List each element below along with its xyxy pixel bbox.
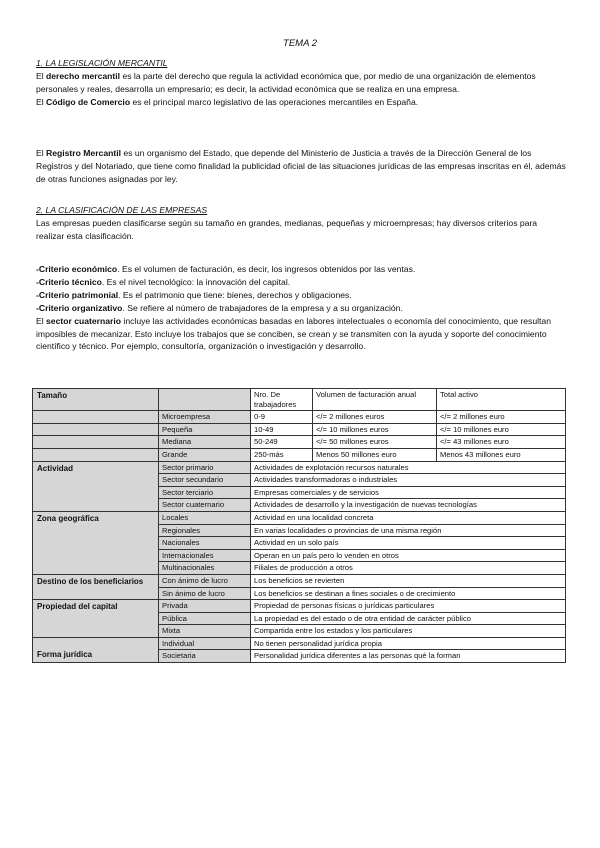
- size-assets: </= 43 millones euro: [437, 436, 566, 449]
- category-legal: Forma jurídica: [33, 637, 159, 662]
- quaternary-prefix: El: [36, 315, 47, 326]
- activity-sector: Sector terciario: [159, 486, 251, 499]
- category-activity: Actividad: [33, 461, 159, 511]
- section2-heading: 2. LA CLASIFICACIÓN DE LAS EMPRESAS: [36, 205, 208, 215]
- p2-prefix: El: [36, 96, 47, 107]
- table-row: [33, 436, 566, 449]
- zone-description: Actividad en un solo país: [251, 537, 566, 550]
- activity-sector: Sector cuaternario: [159, 499, 251, 512]
- classification-table: [32, 388, 566, 663]
- header-total-assets: Total activo: [437, 389, 566, 411]
- category-profit: Destino de los beneficiarios: [33, 574, 159, 599]
- zone-description: Filiales de producción a otros: [251, 562, 566, 575]
- term-codigo-comercio: Código de Comercio: [46, 96, 131, 107]
- table-row: [33, 448, 566, 461]
- legal-description: Personalidad jurídica diferentes a las personas qué la forman: [251, 650, 566, 663]
- table-row: [33, 637, 566, 650]
- activity-description: Actividades de desarrollo y la investigación de nuevas tecnologías: [251, 499, 566, 512]
- table-cell: [33, 411, 159, 424]
- size-turnover: Menos 50 millones euro: [313, 448, 437, 461]
- zone-type: Nacionales: [159, 537, 251, 550]
- activity-description: Actividades de explotación recursos naturales: [251, 461, 566, 474]
- category-size: Tamaño: [33, 389, 159, 411]
- activity-description: Empresas comerciales y de servicios: [251, 486, 566, 499]
- size-name: Microempresa: [159, 411, 251, 424]
- p3-prefix: El: [36, 148, 47, 158]
- header-turnover: Volumen de facturación anual: [313, 389, 437, 411]
- section1-block: [36, 57, 566, 109]
- zone-description: En varias localidades o provincias de una misma región: [251, 524, 566, 537]
- size-name: Pequeña: [159, 423, 251, 436]
- size-assets: </= 2 millones euro: [437, 411, 566, 424]
- profit-description: Los beneficios se destinan a fines sociales o de crecimiento: [251, 587, 566, 600]
- category-ownership: Propiedad del capital: [33, 600, 159, 638]
- criterion-patrimonial-label: -Criterio patrimonial: [36, 289, 119, 300]
- size-turnover: </= 10 millones euros: [313, 423, 437, 436]
- size-turnover: </= 50 millones euros: [313, 436, 437, 449]
- term-sector-cuaternario: sector cuaternario: [46, 315, 122, 326]
- table-cell: [33, 448, 159, 461]
- criterion-organizativo-label: -Criterio organizativo: [36, 302, 123, 313]
- criterion-tecnico-text: . Es el nivel tecnológico: la innovación del capital.: [101, 276, 291, 287]
- p3-text: es un organismo del Estado, que depende del Ministerio de Justicia a través de la Dirección General de los Registros y del Notariado, que tiene como finalidad la publicidad oficial de las situaciones jurídicas de las empresas inscritas en él, además de otras funciones asignadas por ley.: [36, 148, 566, 184]
- zone-description: Operan en un país pero lo venden en otros: [251, 549, 566, 562]
- legal-type: Individual: [159, 637, 251, 650]
- legal-description: No tienen personalidad jurídica propia: [251, 637, 566, 650]
- size-workers: 10-49: [251, 423, 313, 436]
- table-row: [33, 511, 566, 524]
- criterion-tecnico-label: -Criterio técnico: [36, 276, 102, 287]
- table-row: [33, 574, 566, 587]
- profit-type: Sin ánimo de lucro: [159, 587, 251, 600]
- table-row: [33, 423, 566, 436]
- registro-paragraph: [36, 147, 566, 186]
- section2-intro: Las empresas pueden clasificarse según su tamaño en grandes, medianas, pequeñas y microempresas; hay diversos criterios para realizar esta clasificación.: [36, 217, 538, 241]
- table-row: [33, 600, 566, 613]
- zone-type: Multinacionales: [159, 562, 251, 575]
- criterion-economico-text: . Es el volumen de facturación, es decir, los ingresos obtenidos por las ventas.: [117, 264, 416, 274]
- size-assets: </= 10 millones euro: [437, 423, 566, 436]
- zone-description: Actividad en una localidad concreta: [251, 511, 566, 524]
- term-derecho-mercantil: derecho mercantil: [46, 70, 121, 81]
- ownership-description: La propiedad es del estado o de otra entidad de carácter público: [251, 612, 566, 625]
- size-workers: 250-más: [251, 448, 313, 461]
- section2-block: [36, 204, 566, 243]
- table-cell: [159, 389, 251, 411]
- p2-text: es el principal marco legislativo de las operaciones mercantiles en España.: [130, 96, 419, 107]
- size-workers: 0-9: [251, 411, 313, 424]
- criterion-economico-label: -Criterio económico: [36, 264, 118, 274]
- ownership-type: Pública: [159, 612, 251, 625]
- criterion-organizativo-text: . Se refiere al número de trabajadores de la empresa y a su organización.: [122, 302, 403, 313]
- ownership-description: Compartida entre los estados y los particulares: [251, 625, 566, 638]
- criterion-patrimonial-text: . Es el patrimonio que tiene: bienes, derechos y obligaciones.: [118, 289, 352, 300]
- zone-type: Internacionales: [159, 549, 251, 562]
- profit-type: Con ánimo de lucro: [159, 574, 251, 587]
- ownership-type: Mixta: [159, 625, 251, 638]
- criteria-block: [36, 263, 566, 353]
- size-name: Grande: [159, 448, 251, 461]
- category-zone: Zona geográfica: [33, 511, 159, 574]
- size-name: Mediana: [159, 436, 251, 449]
- quaternary-text: incluye las actividades económicas basadas en labores intelectuales o economía del conocimiento, que resultan imposibles de mecanizar. Esto incluye los trabajos que se conciben, se crean y se transmiten con la ayuda y soporte del conocimiento científico y técnico. Por ejemplo, consultoría, organización o investigación y desarrollo.: [36, 315, 551, 352]
- profit-description: Los beneficios se revierten: [251, 574, 566, 587]
- zone-type: Locales: [159, 511, 251, 524]
- p1-prefix: El: [36, 70, 47, 81]
- table-row: [33, 389, 566, 411]
- table-row: [33, 461, 566, 474]
- section1-heading: 1. LA LEGISLACIÓN MERCANTIL: [36, 58, 168, 68]
- activity-sector: Sector secundario: [159, 474, 251, 487]
- size-assets: Menos 43 millones euro: [437, 448, 566, 461]
- ownership-type: Privada: [159, 600, 251, 613]
- ownership-description: Propiedad de personas físicas o jurídicas particulares: [251, 600, 566, 613]
- table-cell: [33, 436, 159, 449]
- size-workers: 50-249: [251, 436, 313, 449]
- p1-text: es la parte del derecho que regula la actividad económica que, por medio de una organización de elementos personales y reales, desarrolla un empresario; es decir, la actividad económica que se realiza en una empresa.: [36, 70, 536, 94]
- zone-type: Regionales: [159, 524, 251, 537]
- table-cell: [33, 423, 159, 436]
- header-workers: Nro. De trabajadores: [251, 389, 313, 411]
- activity-sector: Sector primario: [159, 461, 251, 474]
- page-title: TEMA 2: [283, 38, 317, 49]
- term-registro-mercantil: Registro Mercantil: [46, 148, 122, 158]
- size-turnover: </= 2 millones euros: [313, 411, 437, 424]
- table-row: [33, 411, 566, 424]
- legal-type: Societaria: [159, 650, 251, 663]
- activity-description: Actividades transformadoras o industriales: [251, 474, 566, 487]
